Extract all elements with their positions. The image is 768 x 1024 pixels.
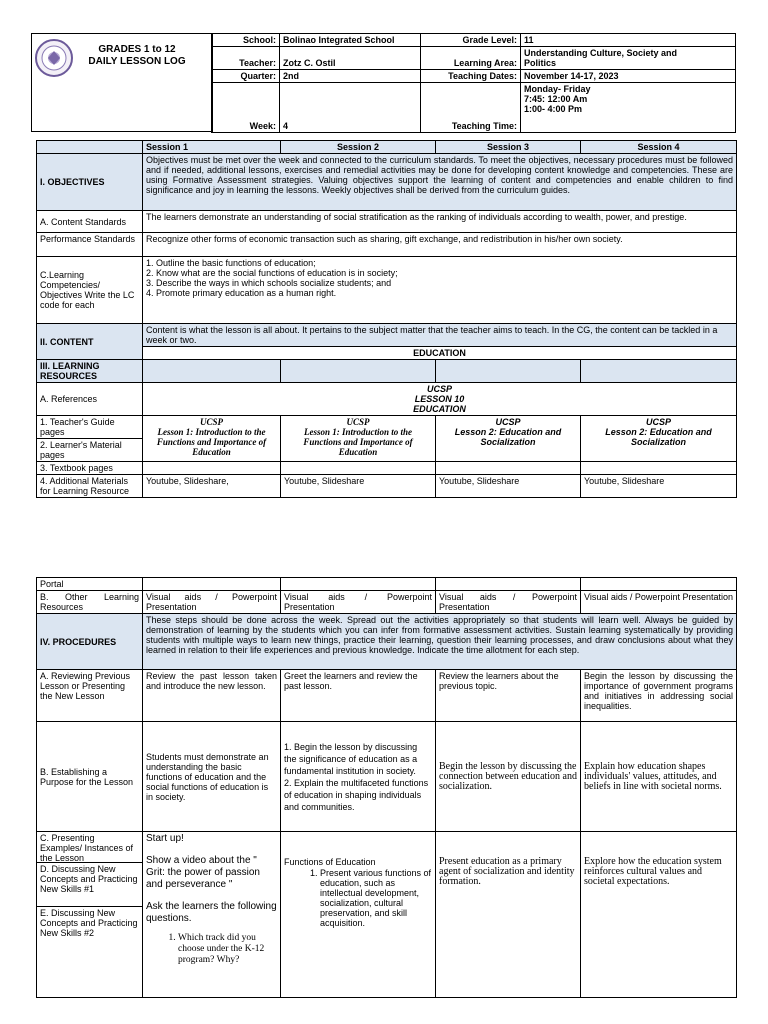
session-1-header: Session 1	[143, 141, 281, 154]
presenting-discussing-labels	[37, 832, 143, 998]
session-2-material-lesson: Lesson 1: Introduction to the Functions and Importance of Education	[303, 427, 413, 457]
competency-item: 4. Promote primary education as a human right.	[146, 288, 337, 298]
lesson-table-page1	[36, 140, 737, 498]
session-2-header: Session 2	[281, 141, 436, 154]
purpose-label: B. Establishing a Purpose for the Lesson	[37, 722, 143, 832]
textbook-cell-2	[281, 462, 436, 475]
purpose-session-4: Explain how education shapes individuals' values, attitudes, and beliefs in line with societal norms.	[581, 722, 737, 832]
learning-resources-label: III. LEARNING RESOURCES	[37, 360, 143, 383]
portal-cell-1	[143, 578, 281, 591]
presenting-label: C. Presenting Examples/ Instances of the Lesson	[37, 832, 142, 863]
competency-item: 3. Describe the ways in which schools socialize students; and	[146, 278, 392, 288]
session-2-material	[281, 416, 436, 462]
purpose-session-1: Students must demonstrate an understanding the basic functions of education and the social functions of education is in society.	[143, 722, 281, 832]
additional-materials-3: Youtube, Slideshare	[436, 475, 581, 498]
references-value	[143, 383, 737, 416]
portal-cell-3	[436, 578, 581, 591]
textbook-cell-3	[436, 462, 581, 475]
session-3-material-lesson: Lesson 2: Education and Socialization	[454, 427, 562, 447]
other-resources-1: Visual aids / Powerpoint Presentation	[143, 591, 281, 614]
session-3-material	[436, 416, 581, 462]
grade-value: 11	[521, 34, 736, 47]
other-resources-label: B. Other Learning Resources	[37, 591, 143, 614]
time-line1: Monday- Friday	[524, 84, 591, 94]
log-title	[72, 44, 202, 68]
purpose-session-2	[281, 722, 436, 832]
portal-cell-2	[281, 578, 436, 591]
references-line2: LESSON 10	[414, 394, 465, 404]
competencies-list	[143, 257, 737, 324]
functions-list	[284, 868, 432, 928]
competencies-label: C.Learning Competencies/ Objectives Write the LC code for each	[37, 257, 143, 324]
activity-session-1	[143, 832, 281, 998]
textbook-cell-4	[581, 462, 737, 475]
other-resources-4: Visual aids / Powerpoint Presentation	[581, 591, 737, 614]
resources-cell-2	[281, 360, 436, 383]
time-line2: 7:45: 12:00 Am	[524, 94, 588, 104]
teacher-label: Teacher:	[212, 47, 280, 70]
content-label: II. CONTENT	[37, 324, 143, 360]
activity-session-2	[281, 832, 436, 998]
purpose-session-2-point1: 1. Begin the lesson by discussing the significance of education as a fundamental institution in society.	[284, 741, 418, 776]
additional-materials-2: Youtube, Slideshare	[281, 475, 436, 498]
content-standards-text: The learners demonstrate an understanding of social stratification as the ranking of individuals according to wealth, power, and prestige.	[143, 211, 737, 233]
area-value	[521, 47, 736, 70]
competency-item: 2. Know what are the social functions of education is in society;	[146, 268, 398, 278]
activity-start-up: Start up!	[146, 833, 184, 844]
functions-item: 1. Present various functions of education, such as intellectual development, socialization, cultural preservation, and skill acquisition.	[320, 868, 432, 928]
performance-standards-label: Performance Standards	[37, 233, 143, 257]
activity-video: Show a video about the " Grit: the power of passion and perseverance "	[146, 855, 260, 890]
purpose-session-2-point2: 2. Explain the multifaceted functions of education in shaping individuals and communities.	[284, 777, 429, 812]
references-line1: UCSP	[426, 384, 452, 394]
session-header-blank	[37, 141, 143, 154]
lesson-table-page2	[36, 577, 737, 998]
week-value: 4	[280, 83, 421, 133]
quarter-value: 2nd	[280, 70, 421, 83]
area-label: Learning Area:	[421, 47, 521, 70]
discussing-2-label: E. Discussing New Concepts and Practicing New Skills #2	[40, 908, 138, 938]
reviewing-session-3: Review the learners about the previous topic.	[436, 670, 581, 722]
activity-ask: Ask the learners the following questions.	[146, 901, 277, 924]
activity-question: 1. Which track did you choose under the K-12 program? Why?	[178, 933, 277, 966]
grade-label: Grade Level:	[421, 34, 521, 47]
learners-material-label: 2. Learner's Material pages	[37, 439, 143, 462]
procedures-text: These steps should be done across the week. Spread out the activities appropriately so that students will learn well. Always be guided by demonstration of learning by the students which you can infer from formative assessment activities. Sustain learning systematically by providing students with multiple ways to learn new things, practice their learning, question their learning processes, and draw conclusions about what they learned in relation to their life experiences and previous knowledge. Indicate the time allotment for each step.	[143, 614, 737, 670]
resources-cell-1	[143, 360, 281, 383]
time-line3: 1:00- 4:00 Pm	[524, 104, 583, 114]
activity-session-3: Present education as a primary agent of socialization and identity formation.	[436, 832, 581, 998]
time-value	[521, 83, 736, 133]
textbook-label: 3. Textbook pages	[37, 462, 143, 475]
other-resources-3: Visual aids / Powerpoint Presentation	[436, 591, 581, 614]
resources-cell-4	[581, 360, 737, 383]
log-title-line1: GRADES 1 to 12	[98, 44, 176, 55]
time-label: Teaching Time:	[421, 83, 521, 133]
functions-title: Functions of Education	[284, 857, 376, 867]
objectives-text: Objectives must be met over the week and connected to the curriculum standards. To meet the objectives, necessary procedures must be followed and if needed, additional lessons, exercises and remedial activities may be done for developing content knowledge and competencies. These are using Formative Assessment strategies. Valuing objectives support the learning of content and competencies and enable children to find significance and joy in learning the lessons. Weekly objectives shall be derived from the curriculum guides.	[143, 154, 737, 211]
other-resources-2: Visual aids / Powerpoint Presentation	[281, 591, 436, 614]
references-line3: EDUCATION	[413, 404, 466, 414]
performance-standards-text: Recognize other forms of economic transaction such as sharing, gift exchange, and redistribution in his/her own society.	[143, 233, 737, 257]
session-4-material-lesson: Lesson 2: Education and Socialization	[605, 427, 712, 447]
additional-materials-4: Youtube, Slideshare	[581, 475, 737, 498]
textbook-cell-1	[143, 462, 281, 475]
content-standards-label: A. Content Standards	[37, 211, 143, 233]
reviewing-session-2: Greet the learners and review the past lesson.	[281, 670, 436, 722]
session-2-material-subject: UCSP	[346, 417, 370, 427]
log-title-line2: DAILY LESSON LOG	[88, 56, 186, 67]
quarter-label: Quarter:	[212, 70, 280, 83]
dates-label: Teaching Dates:	[421, 70, 521, 83]
additional-materials-1: Youtube, Slideshare,	[143, 475, 281, 498]
session-4-material	[581, 416, 737, 462]
procedures-label: IV. PROCEDURES	[37, 614, 143, 670]
session-4-material-subject: UCSP	[645, 417, 671, 427]
session-1-material-subject: UCSP	[199, 417, 223, 427]
reviewing-session-4: Begin the lesson by discussing the importance of government programs and initiatives in addressing social inequalities.	[581, 670, 737, 722]
resources-cell-3	[436, 360, 581, 383]
references-label: A. References	[37, 383, 143, 416]
dates-value: November 14-17, 2023	[521, 70, 736, 83]
portal-label: Portal	[37, 578, 143, 591]
session-3-header: Session 3	[436, 141, 581, 154]
area-line2: Politics	[524, 58, 557, 68]
purpose-session-3: Begin the lesson by discussing the connection between education and socialization.	[436, 722, 581, 832]
teacher-value: Zotz C. Ostil	[280, 47, 421, 70]
session-1-material	[143, 416, 281, 462]
session-3-material-subject: UCSP	[495, 417, 521, 427]
deped-seal-icon	[34, 38, 74, 78]
school-label: School:	[212, 34, 280, 47]
session-1-material-lesson: Lesson 1: Introduction to the Functions and Importance of Education	[156, 427, 267, 457]
area-line1: Understanding Culture, Society and	[524, 48, 678, 58]
portal-cell-4	[581, 578, 737, 591]
content-topic: EDUCATION	[143, 347, 737, 360]
activity-session-4: Explore how the education system reinforces cultural values and societal expectations.	[581, 832, 737, 998]
teachers-guide-label: 1. Teacher's Guide pages	[37, 416, 143, 439]
reviewing-label: A. Reviewing Previous Lesson or Presenting the New Lesson	[37, 670, 143, 722]
school-value: Bolinao Integrated School	[280, 34, 421, 47]
week-label: Week:	[212, 83, 280, 133]
activity-question-list	[146, 933, 277, 966]
objectives-label: I. OBJECTIVES	[37, 154, 143, 211]
additional-materials-label: 4. Additional Materials for Learning Resource	[37, 475, 143, 498]
reviewing-session-1: Review the past lesson taken and introduce the new lesson.	[143, 670, 281, 722]
session-4-header: Session 4	[581, 141, 737, 154]
discussing-1-label: D. Discussing New Concepts and Practicing New Skills #1	[37, 863, 142, 907]
content-text: Content is what the lesson is all about. It pertains to the subject matter that the teacher aims to teach. In the CG, the content can be tackled in a week or two.	[143, 324, 737, 347]
competency-item: 1. Outline the basic functions of education;	[146, 258, 316, 268]
header-table	[211, 33, 736, 133]
